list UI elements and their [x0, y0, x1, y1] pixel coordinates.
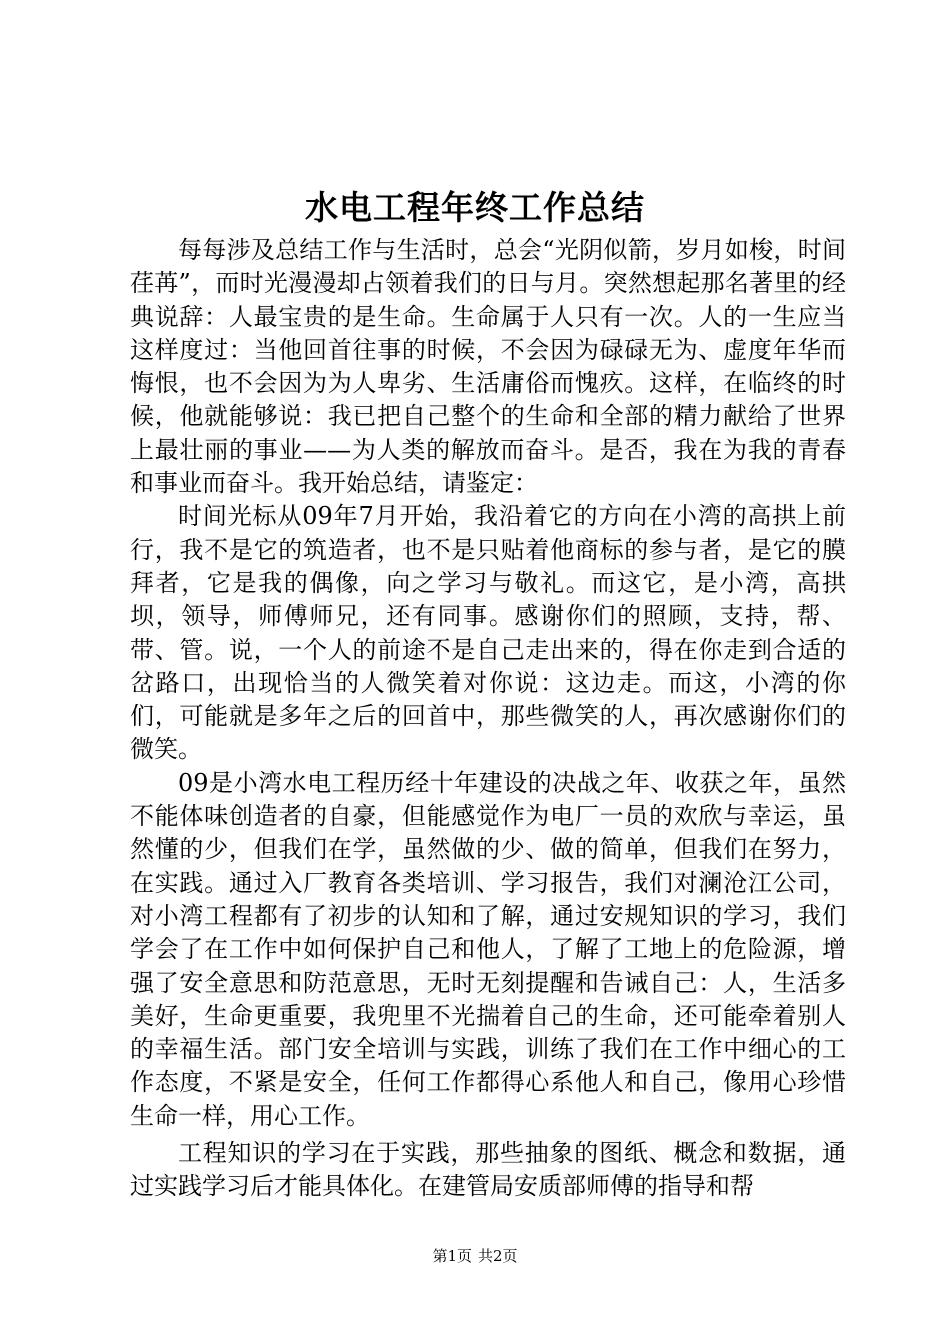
document-body: [130, 234, 846, 1204]
paragraph-1: 每每涉及总结工作与生活时，总会“光阴似箭，岁月如梭，时间荏苒”，而时光漫漫却占领着我们的日与月。突然想起那名著里的经典说辞：人最宝贵的是生命。生命属于人只有一次。人的一生应当这样度过：当他回首往事的时候，不会因为碌碌无为、虚度年华而悔恨，也不会因为为人卑劣、生活庸俗而愧疚。这样，在临终的时候，他就能够说：我已把自己整个的生命和全部的精力献给了世界上最壮丽的事业——为人类的解放而奋斗。是否，我在为我的青春和事业而奋斗。我开始总结，请鉴定：: [130, 236, 846, 498]
paragraph-3: 09是小湾水电工程历经十年建设的决战之年、收获之年，虽然不能体味创造者的自豪，但能感觉作为电厂一员的欢欣与幸运，虽然懂的少，但我们在学，虽然做的少、做的简单，但我们在努力，在实践。通过入厂教育各类培训、学习报告，我们对澜沧江公司，对小湾工程都有了初步的认知和了解，通过安规知识的学习，我们学会了在工作中如何保护自己和他人，了解了工地上的危险源，增强了安全意思和防范意思，无时无刻提醒和告诫自己：人，生活多美好，生命更重要，我兜里不光揣着自己的生命，还可能牵着别人的幸福生活。部门安全培训与实践，训练了我们在工作中细心的工作态度，不紧是安全，任何工作都得心系他人和自己，像用心珍惜生命一样，用心工作。: [130, 768, 846, 1130]
paragraph-4: 工程知识的学习在于实践，那些抽象的图纸、概念和数据，通过实践学习后才能具体化。在建管局安质部师傅的指导和帮: [130, 1139, 846, 1201]
document-title: 水电工程年终工作总结: [305, 188, 645, 227]
paragraph-2: 时间光标从09年7月开始，我沿着它的方向在小湾的高拱上前行，我不是它的筑造者，也不是只贴着他商标的参与者，是它的膜拜者，它是我的偶像，向之学习与敬礼。而这它，是小湾，高拱坝，领导，师傅师兄，还有同事。感谢你们的照顾，支持，帮、带、管。说，一个人的前途不是自己走出来的，得在你走到合适的岔路口，出现恰当的人微笑着对你说：这边走。而这，小湾的你们，可能就是多年之后的回首中，那些微笑的人，再次感谢你们的微笑。: [130, 502, 846, 764]
page-number-total: 共2页: [478, 1247, 518, 1265]
page-number-current: 第1页: [432, 1247, 472, 1265]
page-footer: [0, 1244, 950, 1268]
